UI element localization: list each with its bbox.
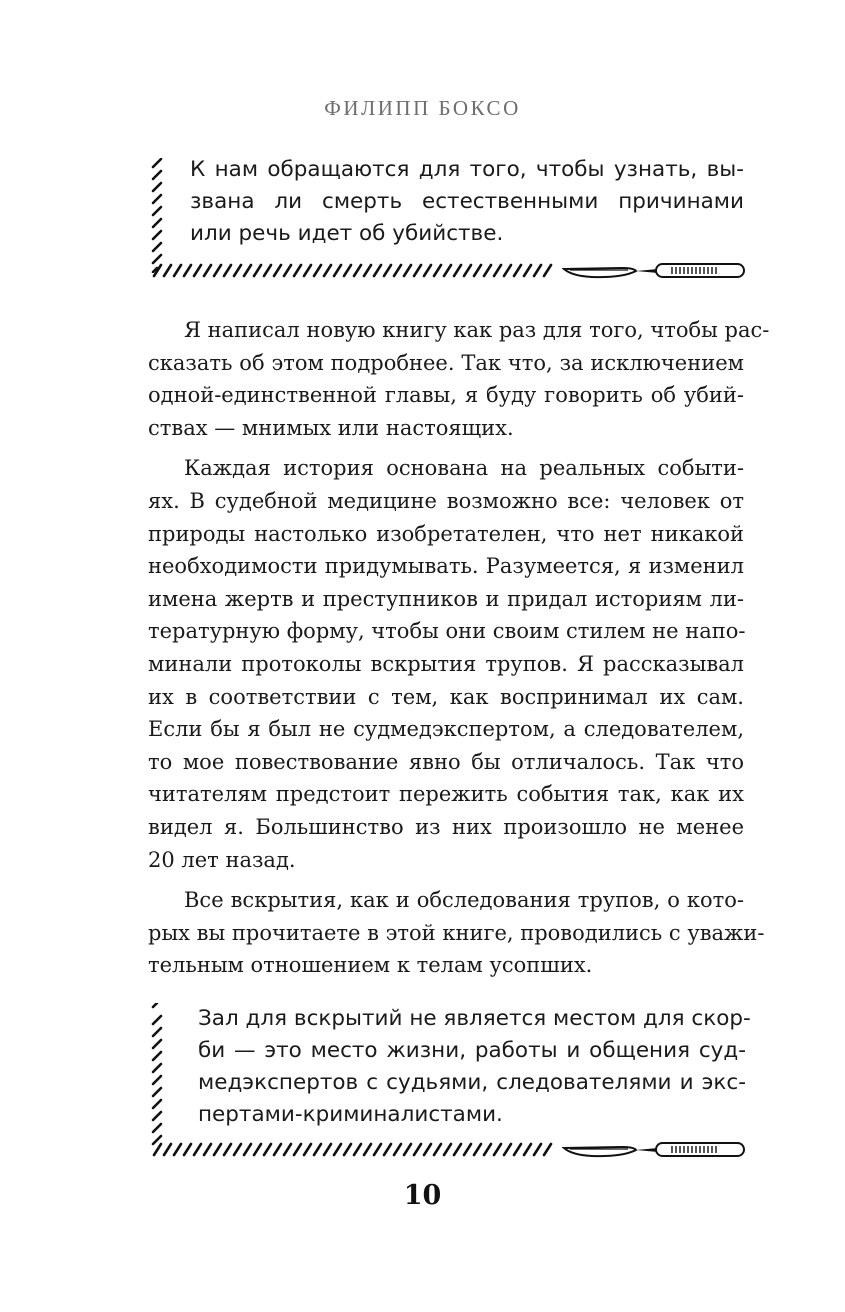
text-line: Я написал новую книгу как раз для того, чтобы рас- bbox=[184, 318, 770, 342]
text-line: природы настолько изобретателен, что нет никакой bbox=[148, 521, 744, 546]
text-line: тельным отношением к телам усопших. bbox=[148, 953, 593, 978]
paragraph bbox=[148, 884, 765, 982]
hatch-border-vertical bbox=[148, 1003, 168, 1148]
page-number: 10 bbox=[403, 1180, 442, 1211]
text-line: Если бы я был не судмедэкспертом, а следователем, bbox=[148, 717, 744, 742]
text-line: тературную форму, чтобы они своим стилем не напо- bbox=[148, 619, 746, 644]
text-line: Каждая история основана на реальных событи- bbox=[184, 456, 744, 481]
text-line: ях. В судебной медицине возможно все: человек от bbox=[148, 488, 744, 513]
callout-line: би — это место жизни, работы и общения суд- bbox=[198, 1038, 746, 1063]
hatch-border-horizontal bbox=[148, 1141, 558, 1157]
callout-line: К нам обращаются для того, чтобы узнать, вы- bbox=[190, 157, 744, 182]
text-line: 20 лет назад. bbox=[148, 847, 296, 872]
hatch-border-horizontal bbox=[148, 262, 558, 278]
body-text bbox=[148, 314, 770, 994]
callout-quote-top bbox=[148, 150, 748, 290]
text-line: их в соответствии с тем, как воспринимал их сам. bbox=[148, 684, 744, 709]
text-line: одной-единственной главы, я буду говорить об убий- bbox=[148, 383, 744, 408]
callout-quote-bottom bbox=[148, 995, 751, 1165]
callout-line: пертами-криминалистами. bbox=[198, 1102, 503, 1127]
running-header: ФИЛИПП БОКСО bbox=[324, 96, 521, 120]
text-line: сказать об этом подробнее. Так что, за исключением bbox=[148, 350, 744, 375]
text-line: читателям предстоит пережить события так, как их bbox=[148, 782, 744, 807]
text-line: видел я. Большинство из них произошло не менее bbox=[148, 814, 744, 839]
scalpel-icon bbox=[562, 260, 748, 282]
callout-text-top bbox=[190, 154, 744, 250]
text-line: ствах — мнимых или настоящих. bbox=[148, 415, 514, 440]
scalpel-icon bbox=[562, 1139, 748, 1161]
text-line: имена жертв и преступников и придал историям ли- bbox=[148, 586, 744, 611]
callout-line: звана ли смерть естественными причинами bbox=[190, 189, 744, 214]
paragraph bbox=[148, 314, 770, 444]
text-line: то мое повествование явно бы отличалось. Так что bbox=[148, 749, 744, 774]
hatch-border-vertical bbox=[148, 158, 168, 273]
text-line: рых вы прочитаете в этой книге, проводились с уважи- bbox=[148, 920, 765, 945]
callout-line: или речь идет об убийстве. bbox=[190, 221, 504, 246]
callout-line: Зал для вскрытий не является местом для скор- bbox=[198, 1006, 751, 1031]
text-line: Все вскрытия, как и обследования трупов, о кото- bbox=[184, 888, 744, 913]
callout-line: медэкспертов с судьями, следователями и экс- bbox=[198, 1070, 746, 1095]
text-line: необходимости придумывать. Разумеется, я изменил bbox=[148, 554, 744, 579]
paragraph bbox=[148, 452, 744, 876]
callout-text-bottom bbox=[198, 1003, 751, 1131]
text-line: минали протоколы вскрытия трупов. Я рассказывал bbox=[148, 651, 744, 676]
